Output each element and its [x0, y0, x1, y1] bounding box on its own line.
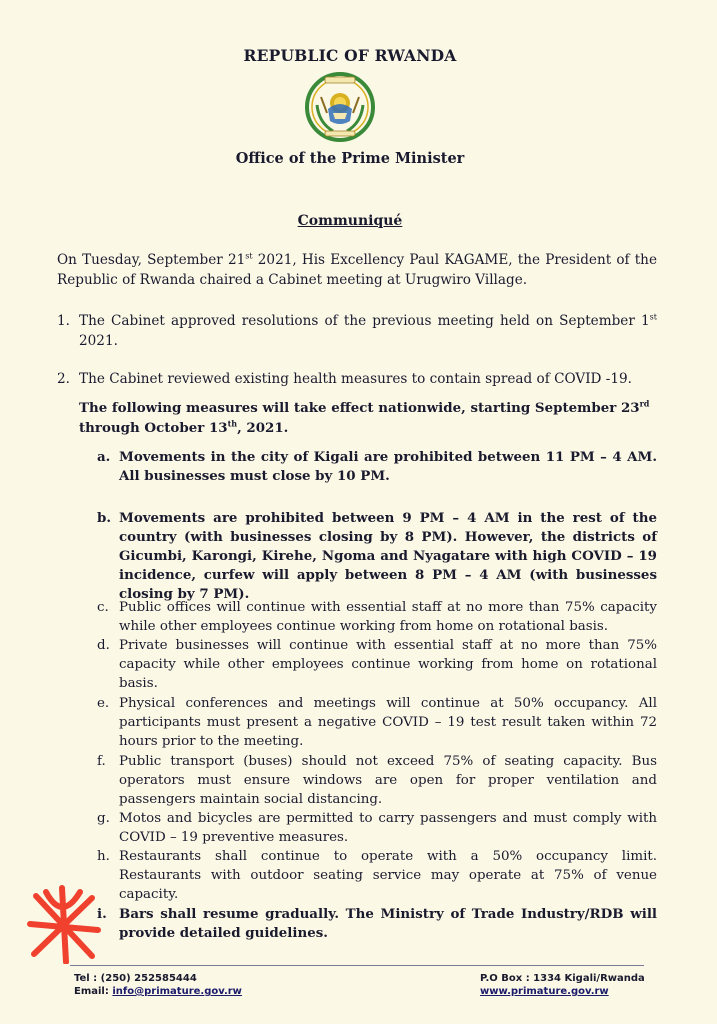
intro-paragraph: On Tuesday, September 21st 2021, His Excellency Paul KAGAME, the President of the Republic of Rwanda chaired a Cabinet meeting at Urugwiro Village.	[57, 251, 657, 288]
website-link[interactable]: www.primature.gov.rw	[480, 986, 609, 997]
measure-item: h. Restaurants shall continue to operate with a 50% occupancy limit. Restaurants with outdoor seating service may operate at 75% of venue capacity.	[97, 849, 657, 902]
footer-address	[480, 972, 645, 998]
republic-title: REPUBLIC OF RWANDA	[243, 46, 457, 65]
po-box: P.O Box : 1334 Kigali/Rwanda	[480, 973, 645, 984]
numbered-item-2: 2. The Cabinet reviewed existing health measures to contain spread of COVID -19.	[57, 371, 632, 387]
measure-item: f. Public transport (buses) should not exceed 75% of seating capacity. Bus operators must ensure windows are open for proper ventilation and passengers maintain social distancing.	[97, 754, 657, 807]
office-title: Office of the Prime Minister	[235, 150, 465, 167]
measure-item: e. Physical conferences and meetings will continue at 50% occupancy. All participants must present a negative COVID – 19 test result taken within 72 hours prior to the meeting.	[97, 696, 657, 749]
measure-item: d. Private businesses will continue with essential staff at no more than 75% capacity while other employees continue working from home on rotational basis.	[97, 638, 657, 691]
numbered-item-1: 1. The Cabinet approved resolutions of the previous meeting held on September 1st 2021.	[57, 312, 657, 349]
measure-item: c. Public offices will continue with essential staff at no more than 75% capacity while other employees continue working from home on rotational basis.	[97, 600, 657, 634]
phone-number: (250) 252585444	[100, 973, 197, 984]
footer-divider	[70, 965, 644, 966]
measure-item: a. Movements in the city of Kigali are prohibited between 11 PM – 4 AM. All businesses must close by 10 PM.	[97, 449, 657, 484]
red-asterisk-marker-icon	[22, 884, 104, 964]
measure-item: g. Motos and bicycles are permitted to carry passengers and must comply with COVID – 19 preventive measures.	[97, 811, 657, 845]
document-heading: Communiqué	[297, 213, 403, 229]
footer-contact: Tel : (250) 252585444 Email: info@primature.gov.rw	[74, 973, 242, 997]
measure-item: b. Movements are prohibited between 9 PM – 4 AM in the rest of the country (with businesses closing by 8 PM). However, the districts of Gicumbi, Karongi, Kirehe, Ngoma and Nyagatare with high COVID – 19 incidence, curfew will apply between 8 PM – 4 AM (with businesses closing by 7 PM).	[97, 510, 657, 602]
measures-intro: The following measures will take effect nationwide, starting September 23rd through October 13th, 2021.	[79, 398, 650, 436]
email-link[interactable]: info@primature.gov.rw	[112, 986, 242, 997]
rwanda-coat-of-arms-icon	[303, 69, 377, 145]
measure-item: i. Bars shall resume gradually. The Ministry of Trade Industry/RDB will provide detailed guidelines.	[97, 906, 657, 941]
